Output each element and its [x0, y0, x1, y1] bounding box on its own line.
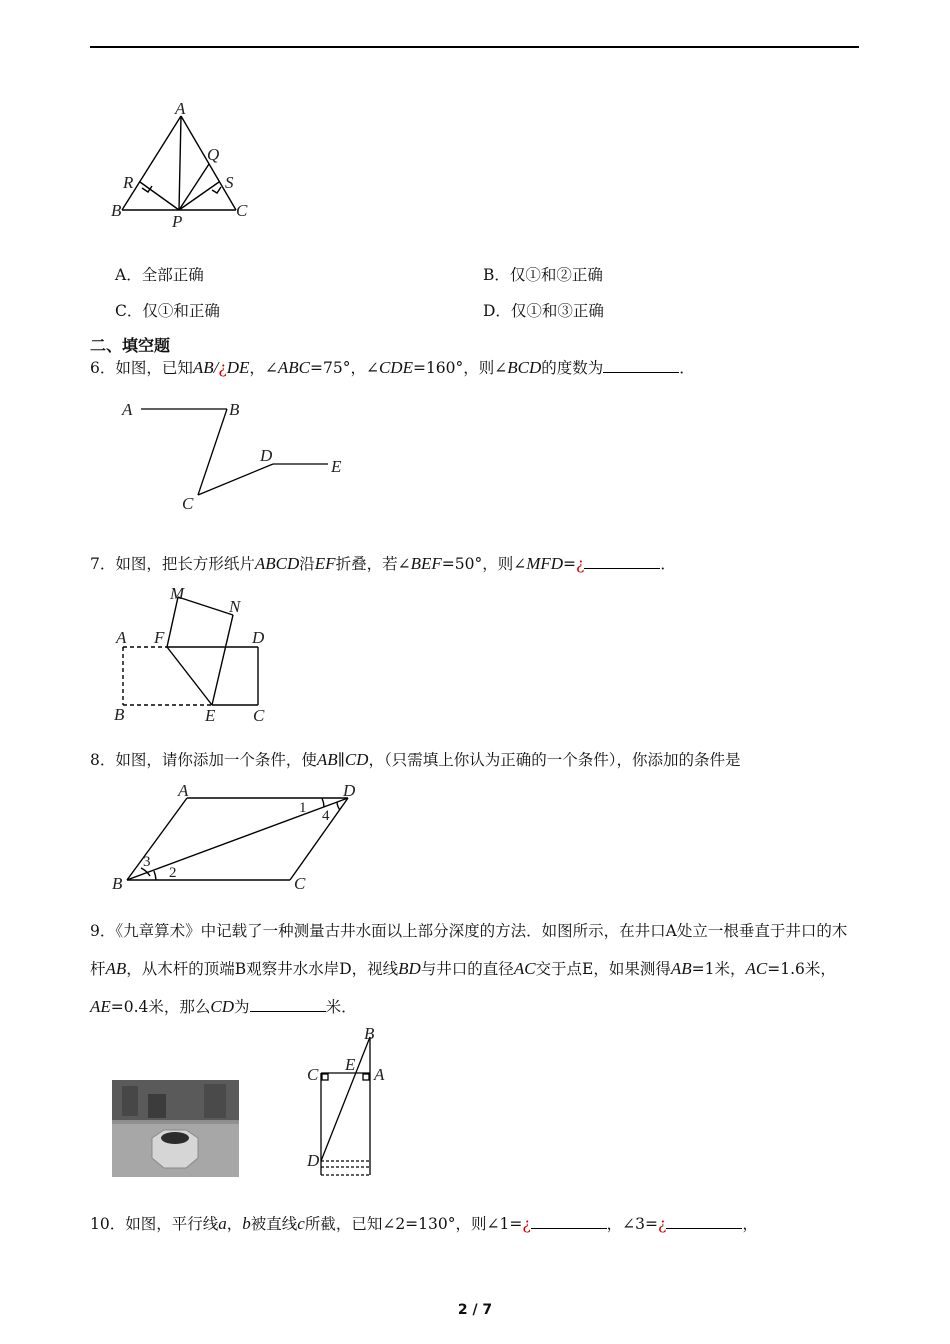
- folded-rectangle-figure: [112, 585, 282, 725]
- label-C: C: [294, 874, 306, 893]
- option-b[interactable]: B．仅①和②正确: [483, 266, 603, 284]
- answer-blank-3[interactable]: [666, 1214, 742, 1229]
- triangle-figure: [105, 98, 265, 233]
- question-9: 9．《九章算术》中记载了一种测量古井水面以上部分深度的方法．如图所示，在井口A处立一根垂直于井口的木杆AB，从木杆的顶端B观察井水水岸D，视线BD与井口的直径AC交于点E，如果测得AB=1米，AC=1.6米，AE=0.4米，那么CD为 米．: [90, 922, 848, 1016]
- label-S: S: [225, 173, 234, 192]
- well-diagram: [300, 1025, 400, 1180]
- label-A: A: [178, 781, 189, 800]
- label-Q: Q: [207, 145, 220, 164]
- label-E: E: [331, 457, 342, 476]
- label-A: A: [122, 400, 133, 419]
- label-E: E: [345, 1055, 356, 1074]
- label-A: A: [175, 99, 186, 118]
- answer-blank[interactable]: [584, 554, 660, 569]
- question-7: 7．如图，把长方形纸片ABCD沿EF折叠，若∠BEF=50°，则∠MFD=¿ ．: [90, 554, 676, 573]
- label-D: D: [252, 628, 265, 647]
- angle-label-2: 2: [169, 865, 177, 881]
- answer-blank[interactable]: [603, 358, 679, 373]
- page-number: 2 / 7: [457, 1302, 493, 1318]
- label-M: M: [170, 584, 185, 603]
- question-8: 8．如图，请你添加一个条件，使AB∥CD，（只需填上你认为正确的一个条件），你添加的条件是: [90, 750, 741, 769]
- answer-blank-1[interactable]: [531, 1214, 607, 1229]
- option-d[interactable]: D．仅①和③正确: [483, 302, 604, 320]
- angle-label-3: 3: [143, 854, 151, 870]
- angle-label-1: 1: [299, 800, 307, 816]
- angle-figure-6: [115, 395, 355, 515]
- option-c[interactable]: C．仅①和正确: [115, 302, 220, 320]
- angle-label-4: 4: [322, 808, 330, 824]
- section-title: 二、填空题: [90, 336, 171, 355]
- label-P: P: [172, 212, 183, 231]
- label-B: B: [114, 705, 125, 724]
- label-F: F: [154, 628, 165, 647]
- label-C: C: [236, 201, 248, 220]
- label-C: C: [307, 1065, 319, 1084]
- label-B: B: [229, 400, 240, 419]
- label-R: R: [123, 173, 134, 192]
- label-C: C: [253, 706, 265, 725]
- label-B: B: [364, 1024, 375, 1043]
- label-E: E: [205, 706, 216, 725]
- label-D: D: [343, 781, 356, 800]
- label-C: C: [182, 494, 194, 513]
- label-A: A: [116, 628, 127, 647]
- question-6: 6．如图，已知AB/¿DE，∠ABC=75°，∠CDE=160°，则∠BCD的度数为 ．: [90, 358, 695, 377]
- label-B: B: [111, 201, 122, 220]
- parallelogram-figure: [110, 780, 370, 895]
- label-D: D: [260, 446, 273, 465]
- label-A: A: [374, 1065, 385, 1084]
- header-rule: [90, 46, 859, 48]
- option-a[interactable]: A．全部正确: [115, 266, 204, 284]
- answer-blank[interactable]: [250, 997, 326, 1012]
- label-N: N: [229, 597, 241, 616]
- question-10: 10．如图，平行线a，b被直线c所截，已知∠2=130°，则∠1=¿ ，∠3=¿ ，: [90, 1214, 758, 1233]
- ancient-well-photo: [112, 1080, 239, 1177]
- label-B: B: [112, 874, 123, 893]
- label-D: D: [307, 1151, 320, 1170]
